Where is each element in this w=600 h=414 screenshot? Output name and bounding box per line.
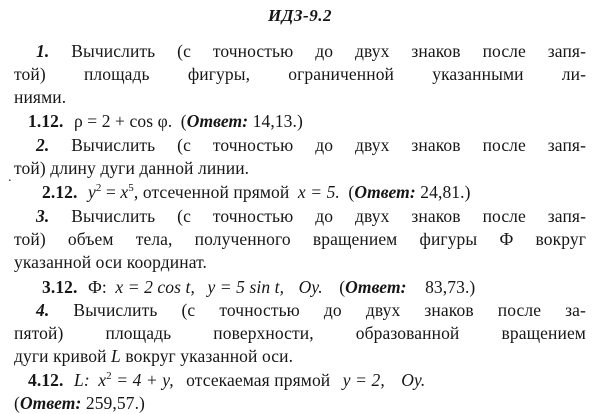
example-3-12: 3.12. Ф: x = 2 cos t, y = 5 sin t, Oy. (Ответ: 83,73.) bbox=[42, 277, 476, 297]
ex1-formula: ρ = 2 + cos φ. bbox=[73, 111, 173, 131]
example-4-answer: (Ответ: 259,57.) bbox=[14, 393, 145, 413]
ex1-number: 1.12. bbox=[28, 111, 64, 131]
task1-line3: ниями. bbox=[14, 87, 67, 107]
ex2-number: 2.12. bbox=[42, 182, 78, 202]
ex2-text: , отсеченной прямой bbox=[133, 182, 290, 202]
ex3-answer-value: 83,73.) bbox=[425, 277, 476, 297]
task4-line3: дуги кривой L вокруг указанной оси. bbox=[14, 346, 294, 366]
task1-line1 bbox=[36, 40, 586, 62]
ex4-answer-label: Ответ: bbox=[19, 393, 82, 413]
example-2-12: 2.12. $y^2 = x^5$, отсеченной прямой x = 5. (Ответ: 24,81.) bbox=[42, 182, 471, 202]
task4-line1 bbox=[36, 299, 586, 321]
task3-line2: той) объем тела, полученного вращением фигуры Ф вокруг bbox=[14, 229, 586, 249]
ex3-axis: Oy. bbox=[298, 277, 323, 297]
task1-text1: Вычислить (с точностью до двух знаков после запя- bbox=[71, 41, 586, 61]
page-title: ИДЗ-9.2 bbox=[268, 6, 332, 25]
ex4-axis: Oy. bbox=[401, 370, 426, 390]
ex3-number: 3.12. bbox=[42, 277, 78, 297]
ex2-condition: x = 5. bbox=[297, 182, 340, 202]
task2-text1: Вычислить (с точностью до двух знаков после запя- bbox=[71, 135, 586, 155]
example-1-12: 1.12. ρ = 2 + cos φ. (Ответ: 14,13.) bbox=[28, 111, 303, 131]
task1-line2: той) площадь фигуры, ограниченной указанными ли- bbox=[14, 64, 586, 84]
ex3-answer-label: Ответ: bbox=[345, 277, 407, 297]
ex3-figure: Ф: bbox=[87, 277, 107, 297]
document-page: ИДЗ-9.2 1. Вычислить (с точностью до двух знаков после запя- той) площадь фигуры, ограниченной указанными ли- ниями. 1.12. ρ = 2 + cos φ. (Ответ: 14,13.) 2. Вычислить (с точностью до двух знаков после запя- той) длину дуги данной линии. . 2.12. $y^2 = x^5$, отсеченной прямой x = 5. (Ответ: 24,81.) 3. Вычислить (с точностью до двух знаков после запя- той) объем тела, полученного вращением фигуры Ф вокруг указанной оси координат. 3.12. Ф: x = 2 cos t, y = 5 sin t, Oy. (Ответ: 83,73.) 4. Вычислить (с точностью до двух знаков после за- пятой) площадь поверхности, образованной вращением дуги кривой L вокруг указанной оси. 4.12. L: $x^2 = 4 + y$, отсекаемая прямой y = 2, Oy. (Ответ: 259,57.) bbox=[0, 0, 600, 411]
task4-number: 4. bbox=[36, 300, 50, 320]
ex1-answer-label: Ответ: bbox=[186, 111, 249, 131]
task3-number: 3. bbox=[36, 206, 50, 226]
ex2-answer-value: 24,81.) bbox=[420, 182, 471, 202]
task2-line2: той) длину дуги данной линии. bbox=[14, 158, 250, 178]
ex1-answer-value: 14,13.) bbox=[252, 111, 303, 131]
task2-line1 bbox=[36, 134, 586, 156]
task4-text1: Вычислить (с точностью до двух знаков после за- bbox=[73, 300, 586, 320]
task4-line2: пятой) площадь поверхности, образованной вращением bbox=[14, 323, 586, 343]
task3-line1 bbox=[36, 205, 586, 227]
ex4-condition: y = 2, bbox=[342, 370, 385, 390]
task2-number: 2. bbox=[36, 135, 50, 155]
task1-number: 1. bbox=[36, 41, 50, 61]
task3-line3: указанной оси координат. bbox=[14, 252, 208, 272]
ex4-answer-value: 259,57.) bbox=[85, 393, 145, 413]
ex4-number: 4.12. bbox=[28, 370, 64, 390]
ex2-answer-label: Ответ: bbox=[354, 182, 416, 202]
ex4-text: отсекаемая прямой bbox=[186, 370, 331, 390]
ex3-param-y: y = 5 sin t, bbox=[207, 277, 285, 297]
example-4-12: 4.12. L: $x^2 = 4 + y$, отсекаемая прямой y = 2, Oy. bbox=[28, 370, 426, 390]
ex3-param-x: x = 2 cos t, bbox=[115, 277, 195, 297]
task3-text1: Вычислить (с точностью до двух знаков после запя- bbox=[71, 206, 586, 226]
